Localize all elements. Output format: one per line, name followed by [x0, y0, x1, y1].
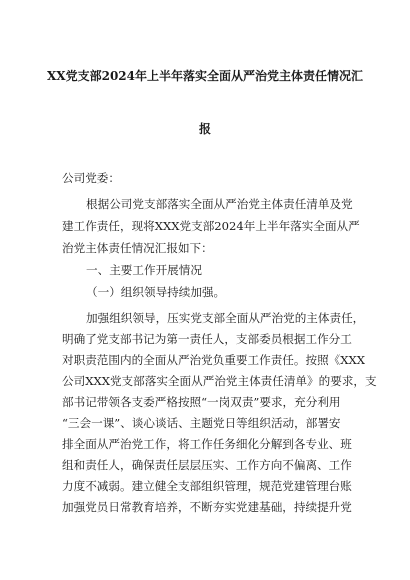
intro-line: 建工作责任，现将XXX党支部2024年上半年落实全面从严 — [62, 219, 360, 233]
body-line: 排全面从严治党工作，将工作任务细化分解到各专业、班 — [62, 437, 352, 451]
body-line: 公司XXX党支部落实全面从严治党主体责任清单》的要求，支 — [62, 374, 377, 388]
section-heading: 一、主要工作开展情况 — [86, 263, 202, 277]
body-line: 力度不减弱。建立健全支部组织管理，规范党建管理台账 — [62, 479, 352, 493]
document-title-line-1: XX党支部2024年上半年落实全面从严治党主体责任情况汇 — [46, 69, 364, 83]
body-line: 明确了党支部书记为第一责任人，支部委员根据工作分工 — [62, 332, 352, 346]
body-line: 加强组织领导，压实党支部全面从严治党的主体责任， — [86, 311, 365, 325]
intro-line: 治党主体责任情况汇报如下： — [62, 241, 213, 255]
salutation: 公司党委： — [62, 171, 120, 185]
intro-line: 根据公司党支部落实全面从严治党主体责任清单及党 — [86, 197, 353, 211]
body-line: 部书记带领各支委严格按照“一岗双责”要求，充分利用 — [62, 395, 341, 409]
body-line: 加强党员日常教育培养，不断夯实党建基础，持续提升党 — [62, 500, 352, 514]
body-line: 组和责任人，确保责任层层压实、工作方向不偏离、工作 — [62, 458, 352, 472]
body-line: 对职责范围内的全面从严治党负重要工作责任。按照《XXX — [62, 353, 366, 367]
body-line: “三会一课”、谈心谈话、主题党日等组织活动，部署安 — [62, 416, 341, 430]
document-title-line-2: 报 — [198, 122, 211, 136]
subsection-heading: （一）组织领导持续加强。 — [86, 285, 226, 299]
